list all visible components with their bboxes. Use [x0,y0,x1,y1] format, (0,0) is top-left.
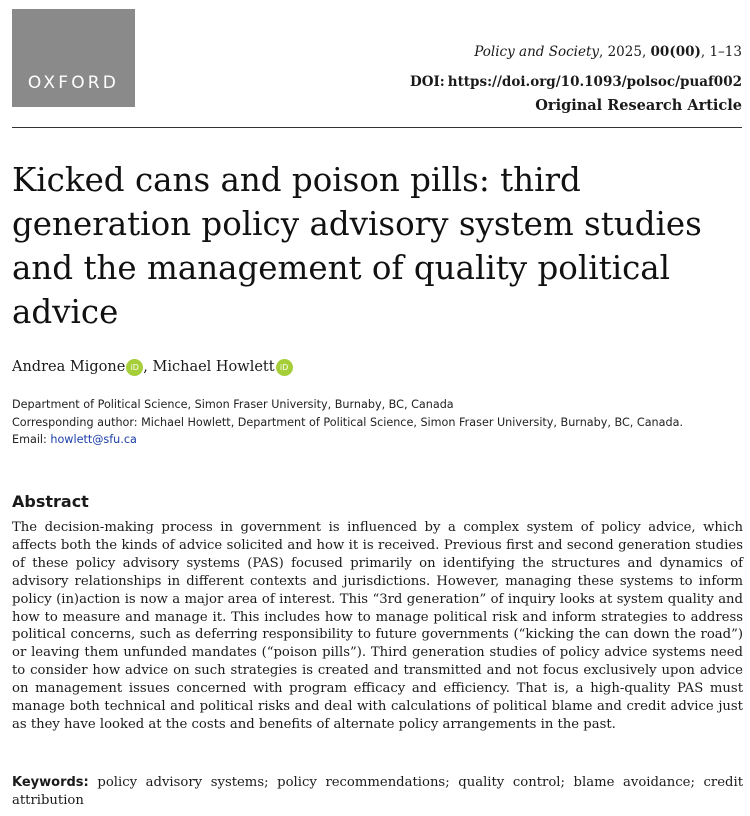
doi-link[interactable]: https://doi.org/10.1093/polsoc/puaf002 [447,74,742,90]
doi-line [410,72,742,96]
email-link[interactable]: howlett@sfu.ca [50,433,137,447]
journal-name: Policy and Society [474,44,599,60]
corresponding-author: Corresponding author: Michael Howlett, Department of Political Science, Simon Fraser University, Burnaby, BC, Canada. [12,415,684,429]
keywords-text: policy advisory systems; policy recommendations; quality control; blame avoidance; credit attribution [12,775,743,808]
author-separator: , [143,359,153,375]
citation-volume: 00(00) [650,44,701,60]
affiliation: Department of Political Science, Simon Fraser University, Burnaby, BC, Canada [12,398,454,411]
keywords [12,774,743,810]
author-name: Michael Howlett [152,359,275,375]
author-name: Andrea Migone [12,359,126,375]
abstract-heading: Abstract [12,492,89,511]
author-list [12,356,293,378]
citation-pages: , 1–13 [700,44,742,60]
publisher-logo-text: OXFORD [27,73,120,93]
keywords-label: Keywords: [12,775,89,790]
orcid-icon[interactable]: iD [276,359,293,376]
affiliations [12,396,683,449]
orcid-icon[interactable]: iD [126,359,143,376]
header-divider [12,127,742,128]
abstract-text: The decision-making process in government is influenced by a complex system of policy advice, which affects both the kinds of advice solicited and how it is received. Previous first and second generation studies of these policy advisory systems (PAS) focused primarily on identifying the structures and dynamics of advisory relationships in different contexts and jurisdictions. However, managing these systems to inform policy (in)action is now a major area of interest. This “3rd generation” of inquiry looks at system quality and how to measure and manage it. This includes how to manage political risk and inform strategies to address political concerns, such as deferring responsibility to future governments (“kicking the can down the road”) or leaving them unfunded mandates (“poison pills”). Third generation studies of policy advice systems need to consider how advice on such strategies is created and transmitted and not focus exclusively upon advice on management issues concerned with program efficacy and efficiency. That is, a high-quality PAS must manage both technical and political risks and deal with calculations of political blame and credit advice just as they have looked at the costs and benefits of alternate policy arrangements in the past. [12,520,743,732]
citation-line [410,42,742,64]
email-label: Email: [12,433,51,447]
doi-label: DOI: [409,74,445,90]
article-title: Kicked cans and poison pills: third generation policy advisory system studies and the management of quality political advice [12,161,702,331]
publisher-logo [12,9,135,107]
email-line [12,431,683,449]
article-metadata [410,42,742,116]
article-type: Original Research Article [535,97,742,114]
citation-year: , 2025, [599,44,651,60]
